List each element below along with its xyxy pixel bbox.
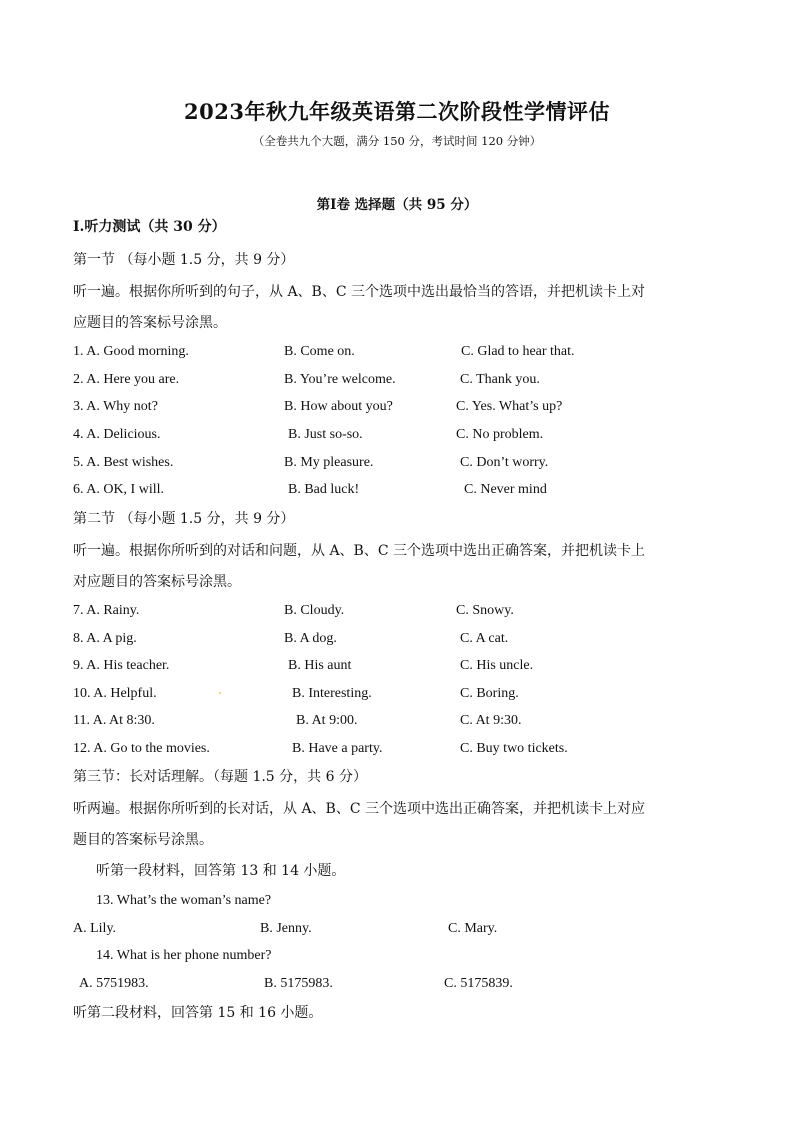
q9-option-a: 9. A. His teacher. <box>73 658 170 673</box>
material1-note: 听第一段材料，回答第 13 和 14 小题。 <box>96 863 346 879</box>
q2-option-b: B. You’re welcome. <box>284 372 396 387</box>
q7-option-b: B. Cloudy. <box>284 603 345 618</box>
q7-option-c: C. Snowy. <box>456 603 514 618</box>
q11-option-b: B. At 9:00. <box>296 713 358 728</box>
section3-heading: 第三节：长对话理解。（每题 1.5 分，共 6 分） <box>73 769 367 785</box>
q13-stem: 13. What’s the woman’s name? <box>96 893 272 908</box>
q3-option-b: B. How about you? <box>284 399 393 414</box>
q14-option-c: C. 5175839. <box>444 976 513 991</box>
q3-option-a: 3. A. Why not? <box>73 399 158 414</box>
q10-option-c: C. Boring. <box>460 686 519 701</box>
q6-option-a: 6. A. OK, I will. <box>73 482 164 497</box>
q14-option-b: B. 5175983. <box>264 976 333 991</box>
section3-instruction-line2: 题目的答案标号涂黑。 <box>73 832 213 848</box>
part1-heading: Ⅰ.听力测试（共 30 分） <box>73 219 226 235</box>
stray-dot <box>219 692 221 694</box>
section1-heading: 第一节 （每小题 1.5 分，共 9 分） <box>73 252 295 268</box>
volume-heading: 第Ⅰ卷 选择题（共 95 分） <box>316 197 478 213</box>
q13-option-c: C. Mary. <box>448 921 498 936</box>
q12-option-a: 12. A. Go to the movies. <box>73 741 210 756</box>
section1-instruction-line2: 应题目的答案标号涂黑。 <box>73 315 227 331</box>
q11-option-c: C. At 9:30. <box>460 713 522 728</box>
q4-option-a: 4. A. Delicious. <box>73 427 161 442</box>
q3-option-c: C. Yes. What’s up? <box>456 399 563 414</box>
q14-option-a: A. 5751983. <box>79 976 149 991</box>
exam-subtitle: （全卷共九个大题，满分 150 分，考试时间 120 分钟） <box>252 134 542 148</box>
section2-heading: 第二节 （每小题 1.5 分，共 9 分） <box>73 511 295 527</box>
q13-option-b: B. Jenny. <box>260 921 312 936</box>
q12-option-c: C. Buy two tickets. <box>460 741 568 756</box>
q6-option-c: C. Never mind <box>464 482 547 497</box>
q8-option-a: 8. A. A pig. <box>73 631 137 646</box>
section3-instruction-line1: 听两遍。根据你所听到的长对话，从 A、B、C 三个选项中选出正确答案，并把机读卡上对应 <box>73 801 646 817</box>
q12-option-b: B. Have a party. <box>292 741 383 756</box>
q5-option-a: 5. A. Best wishes. <box>73 455 174 470</box>
section2-instruction-line2: 对应题目的答案标号涂黑。 <box>73 574 241 590</box>
q1-option-c: C. Glad to hear that. <box>461 344 575 359</box>
q14-stem: 14. What is her phone number? <box>96 948 272 963</box>
q4-option-c: C. No problem. <box>456 427 544 442</box>
q13-option-a: A. Lily. <box>73 921 117 936</box>
q1-option-b: B. Come on. <box>284 344 355 359</box>
q6-option-b: B. Bad luck! <box>288 482 360 497</box>
q9-option-b: B. His aunt <box>288 658 352 673</box>
q10-option-b: B. Interesting. <box>292 686 372 701</box>
q5-option-b: B. My pleasure. <box>284 455 374 470</box>
q1-option-a: 1. A. Good morning. <box>73 344 189 359</box>
material2-note: 听第二段材料，回答第 15 和 16 小题。 <box>73 1005 323 1021</box>
q8-option-c: C. A cat. <box>460 631 509 646</box>
q9-option-c: C. His uncle. <box>460 658 534 673</box>
q5-option-c: C. Don’t worry. <box>460 455 549 470</box>
section2-instruction-line1: 听一遍。根据你所听到的对话和问题，从 A、B、C 三个选项中选出正确答案，并把机读卡上 <box>73 543 646 559</box>
q11-option-a: 11. A. At 8:30. <box>73 713 155 728</box>
q10-option-a: 10. A. Helpful. <box>73 686 157 701</box>
exam-title: 2023年秋九年级英语第二次阶段性学情评估 <box>184 99 610 124</box>
q8-option-b: B. A dog. <box>284 631 337 646</box>
q2-option-a: 2. A. Here you are. <box>73 372 180 387</box>
q7-option-a: 7. A. Rainy. <box>73 603 140 618</box>
section1-instruction-line1: 听一遍。根据你所听到的句子，从 A、B、C 三个选项中选出最恰当的答语，并把机读卡上对 <box>73 284 646 300</box>
q4-option-b: B. Just so-so. <box>288 427 363 442</box>
q2-option-c: C. Thank you. <box>460 372 540 387</box>
